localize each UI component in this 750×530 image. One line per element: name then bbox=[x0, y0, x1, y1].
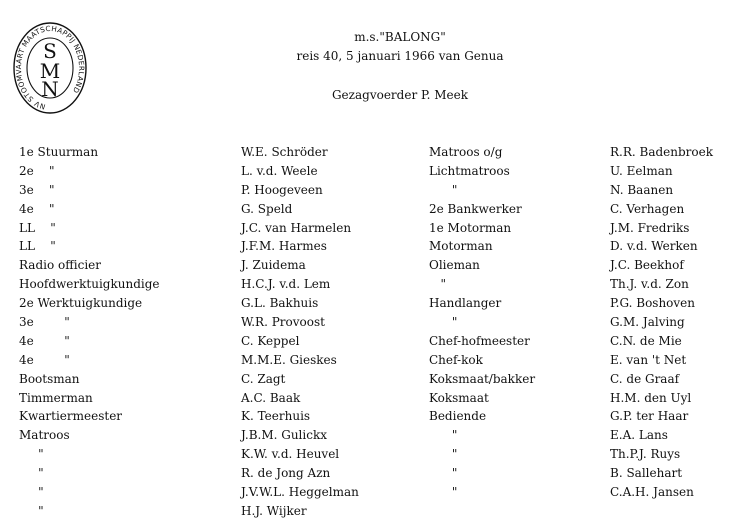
crew-name-cell: C.A.H. Jansen bbox=[610, 485, 694, 500]
crew-name-cell: C. Zagt bbox=[241, 371, 286, 386]
seal-letter-m: M bbox=[39, 59, 61, 83]
crew-row bbox=[0, 200, 750, 219]
crew-row bbox=[0, 407, 750, 426]
crew-name-cell: N. Baanen bbox=[610, 182, 674, 197]
crew-name-cell: H.M. den Uyl bbox=[610, 390, 692, 405]
crew-rank-cell: " bbox=[19, 466, 44, 481]
crew-row bbox=[0, 351, 750, 370]
crew-name-cell: J.C. Beekhof bbox=[610, 258, 684, 273]
crew-rank-cell: Olieman bbox=[429, 258, 480, 273]
crew-name-cell: C.N. de Mie bbox=[610, 333, 682, 348]
crew-rank-cell: " bbox=[429, 182, 458, 197]
crew-row bbox=[0, 332, 750, 351]
crew-name-cell: A.C. Baak bbox=[241, 390, 301, 405]
seal-ring-text: NV STOOMVAART MAATSCHAPPIJ NEDERLAND bbox=[13, 23, 87, 112]
crew-row bbox=[0, 237, 750, 256]
crew-name-cell: C. Keppel bbox=[241, 333, 300, 348]
crew-name-cell: C. Verhagen bbox=[610, 201, 685, 216]
crew-row bbox=[0, 502, 750, 521]
crew-name-cell: W.R. Provoost bbox=[241, 315, 325, 330]
crew-row bbox=[0, 294, 750, 313]
crew-name-cell: R. de Jong Azn bbox=[241, 466, 331, 481]
crew-rank-cell: LL " bbox=[19, 220, 56, 235]
crew-name-cell: P.G. Boshoven bbox=[610, 296, 696, 311]
crew-name-cell: H.C.J. v.d. Lem bbox=[241, 277, 331, 292]
crew-rank-cell: " bbox=[429, 466, 458, 481]
crew-rank-cell: " bbox=[19, 503, 44, 518]
crew-name-cell: R.R. Badenbroek bbox=[610, 145, 714, 159]
ship-name: m.s."BALONG" bbox=[354, 30, 446, 44]
crew-name-cell: K.W. v.d. Heuvel bbox=[241, 447, 340, 462]
crew-rank-cell: Lichtmatroos bbox=[429, 163, 510, 178]
crew-name-cell: G.P. ter Haar bbox=[610, 409, 689, 424]
crew-rank-cell: Koksmaat/bakker bbox=[429, 371, 536, 386]
crew-name-cell: M.M.E. Gieskes bbox=[241, 352, 337, 367]
seal-letter-n: N bbox=[41, 77, 59, 101]
crew-rank-cell: 3e " bbox=[19, 315, 70, 330]
crew-rank-cell: Hoofdwerktuigkundige bbox=[19, 277, 160, 292]
crew-rank-cell: " bbox=[429, 428, 458, 443]
crew-rank-cell: 3e " bbox=[19, 182, 55, 197]
crew-name-cell: E.A. Lans bbox=[610, 428, 668, 443]
company-seal-icon bbox=[12, 18, 88, 114]
crew-name-cell: L. v.d. Weele bbox=[241, 163, 318, 178]
crew-rank-cell: Chef-hofmeester bbox=[429, 333, 530, 348]
crew-row bbox=[0, 162, 750, 181]
crew-rank-cell: " bbox=[19, 447, 44, 462]
crew-row bbox=[0, 275, 750, 294]
crew-rank-cell: Chef-kok bbox=[429, 352, 483, 367]
crew-rank-cell: 4e " bbox=[19, 201, 55, 216]
crew-row bbox=[0, 389, 750, 408]
crew-rank-cell: " bbox=[429, 315, 458, 330]
crew-name-cell: E. van 't Net bbox=[610, 352, 687, 367]
crew-name-cell: K. Teerhuis bbox=[241, 409, 311, 424]
crew-rank-cell: 2e " bbox=[19, 163, 55, 178]
crew-row bbox=[0, 445, 750, 464]
crew-name-cell: P. Hoogeveen bbox=[241, 182, 323, 197]
crew-rank-cell: Matroos bbox=[19, 428, 70, 443]
crew-row bbox=[0, 426, 750, 445]
crew-rank-cell: Matroos o/g bbox=[429, 145, 503, 159]
crew-rank-cell: Bootsman bbox=[19, 371, 80, 386]
crew-row bbox=[0, 181, 750, 200]
crew-name-cell: G.L. Bakhuis bbox=[241, 296, 319, 311]
crew-rank-cell: LL " bbox=[19, 239, 56, 254]
crew-rank-cell: Kwartiermeester bbox=[19, 409, 123, 424]
crew-rank-cell: 4e " bbox=[19, 333, 70, 348]
crew-rank-cell: Motorman bbox=[429, 239, 493, 254]
seal-letter-s: S bbox=[43, 39, 57, 63]
crew-rank-cell: Koksmaat bbox=[429, 390, 489, 405]
company-seal bbox=[12, 18, 88, 114]
crew-name-cell: J.V.W.L. Heggelman bbox=[241, 485, 359, 500]
crew-rank-cell: Handlanger bbox=[429, 296, 502, 311]
crew-row bbox=[0, 143, 750, 162]
crew-row bbox=[0, 370, 750, 389]
crew-row bbox=[0, 483, 750, 502]
captain: Gezagvoerder P. Meek bbox=[331, 88, 469, 102]
crew-name-cell: W.E. Schröder bbox=[241, 145, 328, 159]
crew-row bbox=[0, 464, 750, 483]
crew-rank-cell: Timmerman bbox=[19, 390, 93, 405]
crew-row bbox=[0, 219, 750, 238]
crew-name-cell: G. Speld bbox=[241, 201, 293, 216]
crew-rank-cell: Radio officier bbox=[19, 258, 102, 273]
crew-rank-cell: 1e Motorman bbox=[429, 220, 512, 235]
crew-rank-cell: Bediende bbox=[429, 409, 487, 424]
crew-rank-cell: 4e " bbox=[19, 352, 70, 367]
crew-name-cell: J.B.M. Gulickx bbox=[241, 428, 327, 443]
crew-name-cell: G.M. Jalving bbox=[610, 315, 685, 330]
crew-name-cell: J. Zuidema bbox=[241, 258, 306, 273]
crew-name-cell: J.C. van Harmelen bbox=[241, 220, 352, 235]
crew-row bbox=[0, 313, 750, 332]
crew-name-cell: C. de Graaf bbox=[610, 371, 680, 386]
crew-rank-cell: " bbox=[429, 277, 446, 292]
crew-rank-cell: " bbox=[429, 485, 458, 500]
crew-rank-cell: " bbox=[19, 485, 44, 500]
crew-name-cell: U. Eelman bbox=[610, 163, 673, 178]
crew-name-cell: B. Sallehart bbox=[610, 466, 683, 481]
crew-rank-cell: 2e Bankwerker bbox=[429, 201, 522, 216]
crew-list bbox=[0, 143, 750, 521]
crew-name-cell: D. v.d. Werken bbox=[610, 239, 698, 254]
crew-rank-cell: 1e Stuurman bbox=[19, 145, 99, 159]
crew-name-cell: Th.J. v.d. Zon bbox=[610, 277, 689, 292]
crew-name-cell: Th.P.J. Ruys bbox=[610, 447, 681, 462]
crew-rank-cell: " bbox=[429, 447, 458, 462]
crew-name-cell: H.J. Wijker bbox=[241, 503, 307, 518]
crew-name-cell: J.F.M. Harmes bbox=[241, 239, 327, 254]
crew-row bbox=[0, 256, 750, 275]
crew-rank-cell: 2e Werktuigkundige bbox=[19, 296, 143, 311]
crew-name-cell: J.M. Fredriks bbox=[610, 220, 690, 235]
voyage-info: reis 40, 5 januari 1966 van Genua bbox=[296, 49, 504, 63]
